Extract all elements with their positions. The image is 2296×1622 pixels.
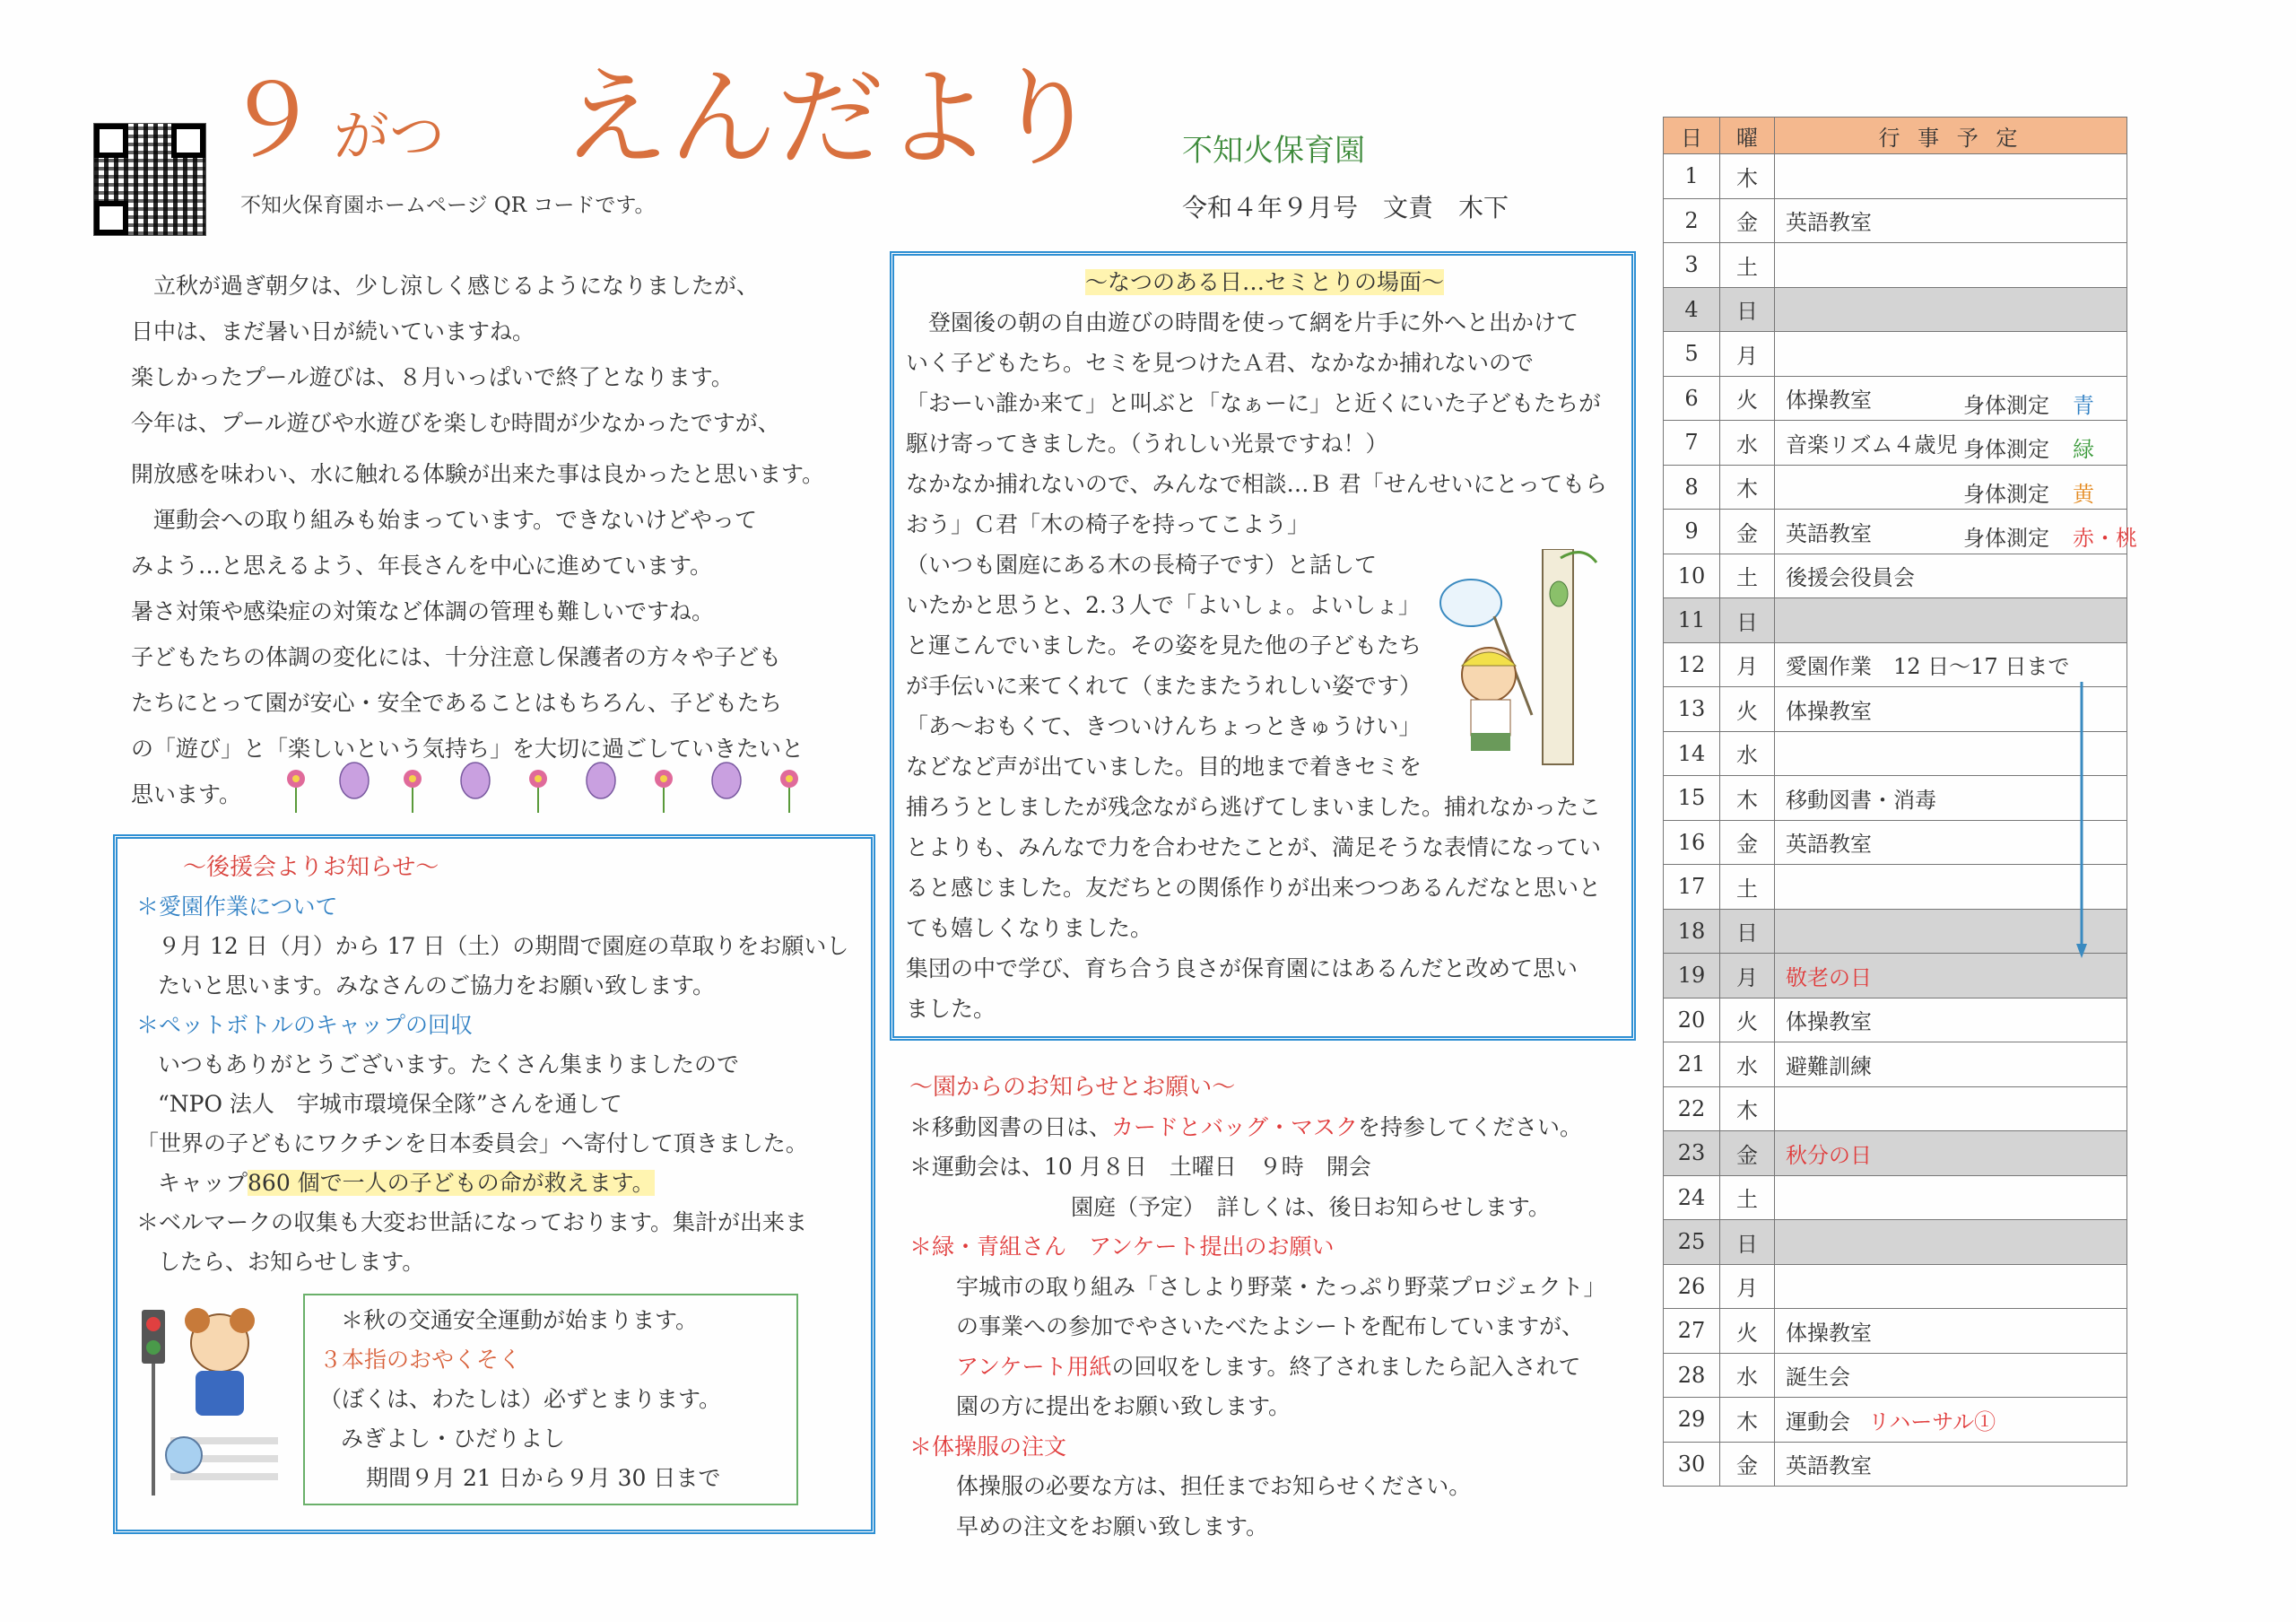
cicada-line: 集団の中で学び、育ち合う良さが保育園にはあるんだと改めて思い (906, 955, 1578, 981)
calendar-row (1664, 598, 2127, 643)
calendar-weekday: 月 (1720, 642, 1775, 687)
supporters-notice (136, 848, 863, 1282)
supporters-title: ～後援会よりお知らせ～ (183, 854, 439, 881)
calendar-row (1664, 1175, 2127, 1220)
measurement-label: 身体測定 (1963, 437, 2049, 462)
event-label: 移動図書・消毒 (1786, 787, 1936, 813)
calendar-date: 19 (1664, 954, 1720, 998)
calendar-row (1664, 731, 2127, 776)
cicada-line: ました。 (906, 996, 996, 1022)
calendar-weekday: 金 (1720, 510, 1775, 554)
qr-code-icon[interactable] (93, 123, 206, 236)
newsletter-title (222, 32, 1100, 187)
calendar-weekday: 金 (1720, 1442, 1775, 1487)
calendar-row (1664, 687, 2127, 732)
intro-line: 今年は、プール遊びや水遊びを楽しむ時間が少なかったですが、 (131, 410, 780, 436)
safety-period: 期間９月 21 日から９月 30 日まで (366, 1465, 721, 1491)
calendar-event (1775, 776, 2127, 821)
calendar-date: 16 (1664, 820, 1720, 865)
cicada-line: と運こんでいました。その姿を見た他の子どもたち (906, 632, 1422, 658)
calendar-date: 12 (1664, 642, 1720, 687)
school-name: 不知火保育園 (1182, 133, 1365, 169)
calendar-event (1775, 554, 2127, 598)
event-tag: リハーサル① (1868, 1408, 1996, 1435)
notice-library: ＊移動図書の日は、カードとバッグ・マスクを持参してください。 (909, 1113, 1583, 1140)
event-calendar (1663, 117, 2137, 1487)
calendar-event (1775, 820, 2127, 865)
safety-line: （ぼくは、わたしは）必ずとまります。 (319, 1386, 722, 1412)
measurement-label: 身体測定 (1963, 392, 2049, 418)
intro-line: 子どもたちの体調の変化には、十分注意し保護者の方々や子ども (131, 644, 782, 670)
header-events: 行 事 予 定 (1775, 118, 2127, 154)
intro-line: たちにとって園が安心・安全であることはもちろん、子どもたち (131, 690, 783, 716)
calendar-row (1664, 554, 2127, 598)
calendar-row (1664, 1042, 2127, 1087)
cap-collection-text: いつもありがとうございます。たくさん集まりましたので (158, 1051, 740, 1077)
calendar-weekday: 木 (1720, 1086, 1775, 1131)
calendar-event (1775, 598, 2127, 643)
traffic-safety-illustration (135, 1303, 287, 1500)
calendar-event (1775, 243, 2127, 288)
calendar-date: 10 (1664, 554, 1720, 598)
cicada-line: 駆け寄ってきました。（うれしい光景ですね！） (906, 431, 1388, 457)
calendar-event (1775, 332, 2127, 377)
calendar-weekday: 木 (1720, 1398, 1775, 1443)
calendar-event (1775, 1442, 2127, 1487)
calendar-weekday: 土 (1720, 1175, 1775, 1220)
calendar-event (1775, 1264, 2127, 1309)
calendar-event (1775, 731, 2127, 776)
calendar-row (1664, 1086, 2127, 1131)
calendar-row (1664, 1309, 2127, 1354)
boy-catching-cicada-illustration (1435, 549, 1605, 773)
calendar-row (1664, 1264, 2127, 1309)
calendar-row (1664, 243, 2127, 288)
calendar-date: 27 (1664, 1309, 1720, 1354)
calendar-date: 25 (1664, 1220, 1720, 1265)
notice-survey-text: 園の方に提出をお願い致します。 (956, 1393, 1292, 1419)
calendar-row (1664, 1398, 2127, 1443)
calendar-row (1664, 820, 2127, 865)
cap-collection-text: 「世界の子どもにワクチンを日本委員会」へ寄付して頂きました。 (136, 1130, 808, 1156)
title-number: ９ (222, 64, 321, 179)
garden-work-text: ９月 12 日（月）から 17 日（土）の期間で園庭の草取りをお願いし (158, 933, 849, 959)
calendar-row (1664, 465, 2127, 510)
calendar-weekday: 土 (1720, 554, 1775, 598)
calendar-weekday: 水 (1720, 731, 1775, 776)
calendar-weekday: 日 (1720, 598, 1775, 643)
calendar-event (1775, 1175, 2127, 1220)
notice-sports-day: ＊運動会は、10 月８日 土曜日 ９時 開会 (909, 1154, 1371, 1180)
calendar-date: 26 (1664, 1264, 1720, 1309)
calendar-date: 23 (1664, 1131, 1720, 1176)
event-tag: 黄 (2073, 481, 2094, 507)
calendar-weekday: 火 (1720, 998, 1775, 1042)
calendar-event (1775, 376, 2127, 421)
calendar-event (1775, 154, 2127, 199)
event-label: 後援会役員会 (1786, 565, 1915, 591)
calendar-event (1775, 421, 2127, 466)
period-arrow-icon (2076, 682, 2087, 958)
event-label: 英語教室 (1786, 210, 1872, 236)
calendar-row (1664, 287, 2127, 332)
calendar-weekday: 日 (1720, 1220, 1775, 1265)
event-tag: 緑 (2073, 437, 2094, 462)
calendar-event (1775, 954, 2127, 998)
calendar-weekday: 日 (1720, 287, 1775, 332)
calendar-event (1775, 198, 2127, 243)
calendar-header (1664, 118, 2127, 154)
calendar-row (1664, 998, 2127, 1042)
calendar-row (1664, 909, 2127, 954)
event-label: 敬老の日 (1786, 964, 1872, 990)
calendar-event (1775, 287, 2127, 332)
calendar-event (1775, 1042, 2127, 1087)
event-label: 運動会 (1786, 1408, 1850, 1435)
calendar-weekday: 金 (1720, 1131, 1775, 1176)
notice-sports-day-detail: 園庭（予定） 詳しくは、後日お知らせします。 (1071, 1193, 1551, 1220)
event-label: 英語教室 (1786, 520, 1872, 546)
calendar-date: 3 (1664, 243, 1720, 288)
calendar-row (1664, 376, 2127, 421)
event-label: 英語教室 (1786, 832, 1872, 858)
event-label: 愛園作業 12 日～17 日まで (1786, 654, 2070, 680)
calendar-date: 24 (1664, 1175, 1720, 1220)
calendar-row (1664, 1442, 2127, 1487)
calendar-event (1775, 1353, 2127, 1398)
calendar-row (1664, 954, 2127, 998)
calendar-date: 14 (1664, 731, 1720, 776)
calendar-date: 20 (1664, 998, 1720, 1042)
calendar-event (1775, 642, 2127, 687)
cap-collection-heading: ＊ペットボトルのキャップの回収 (136, 1012, 474, 1038)
cap-highlight: 860 個で一人の子どもの命が救えます。 (248, 1170, 655, 1196)
calendar-weekday: 水 (1720, 421, 1775, 466)
event-tag: 赤・桃 (2073, 526, 2137, 551)
flower-fairy-decoration (269, 752, 807, 815)
cicada-line: が手伝いに来てくれて（またまたうれしい姿です） (906, 673, 1422, 699)
calendar-weekday: 土 (1720, 243, 1775, 288)
event-label: 体操教室 (1786, 388, 1872, 414)
calendar-row (1664, 198, 2127, 243)
intro-line: 楽しかったプール遊びは、８月いっぱいで終了となります。 (131, 364, 734, 390)
calendar-row (1664, 510, 2127, 554)
event-label: 避難訓練 (1786, 1053, 1872, 1079)
event-label: 体操教室 (1786, 1009, 1872, 1035)
event-label: 体操教室 (1786, 1320, 1872, 1346)
calendar-weekday: 水 (1720, 1353, 1775, 1398)
calendar-date: 11 (1664, 598, 1720, 643)
calendar-row (1664, 1220, 2127, 1265)
calendar-date: 1 (1664, 154, 1720, 199)
safety-line: ＊秋の交通安全運動が始まります。 (341, 1307, 699, 1333)
calendar-date: 17 (1664, 865, 1720, 910)
calendar-weekday: 金 (1720, 820, 1775, 865)
calendar-row (1664, 421, 2127, 466)
calendar-weekday: 木 (1720, 465, 1775, 510)
header-day: 日 (1664, 118, 1720, 154)
notices-title: ～園からのお知らせとお願い～ (909, 1074, 1236, 1101)
calendar-weekday: 火 (1720, 376, 1775, 421)
intro-line: 思います。 (131, 781, 242, 807)
calendar-event (1775, 998, 2127, 1042)
header-weekday: 曜 (1720, 118, 1775, 154)
calendar-date: 6 (1664, 376, 1720, 421)
calendar-date: 22 (1664, 1086, 1720, 1131)
calendar-weekday: 土 (1720, 865, 1775, 910)
calendar-event (1775, 1309, 2127, 1354)
intro-line: 暑さ対策や感染症の対策など体調の管理も難しいですね。 (131, 598, 715, 624)
garden-work-heading: ＊愛園作業について (136, 894, 338, 920)
calendar-event (1775, 510, 2137, 554)
cicada-line: 捕ろうとしましたが残念ながら逃げてしまいました。捕れなかったこ (906, 794, 1602, 820)
notice-uniform-text: 体操服の必要な方は、担任までお知らせください。 (956, 1473, 1472, 1499)
calendar-weekday: 金 (1720, 198, 1775, 243)
event-label: 体操教室 (1786, 698, 1872, 724)
cicada-line: （いつも園庭にある木の長椅子です）と話して (906, 552, 1378, 578)
intro-line: みよう…と思えるよう、年長さんを中心に進めています。 (131, 553, 713, 579)
calendar-weekday: 月 (1720, 954, 1775, 998)
title-main: えんだより (561, 57, 1100, 181)
calendar-weekday: 火 (1720, 687, 1775, 732)
cap-collection-highlight (136, 1164, 863, 1203)
calendar-row (1664, 154, 2127, 199)
calendar-row (1664, 1131, 2127, 1176)
cicada-line: いく子どもたち。セミを見つけたＡ君、なかなか捕れないので (906, 350, 1535, 376)
qr-caption: 不知火保育園ホームページ QR コードです。 (240, 194, 656, 217)
notice-survey-text: の事業への参加でやさいたべたよシートを配布していますが、 (956, 1313, 1585, 1339)
nursery-notices (909, 1068, 1606, 1547)
calendar-date: 30 (1664, 1442, 1720, 1487)
intro-text (131, 263, 866, 817)
calendar-row (1664, 776, 2127, 821)
intro-line: 運動会への取り組みも始まっています。できないけどやって (131, 507, 758, 533)
calendar-date: 7 (1664, 421, 1720, 466)
intro-line: 立秋が過ぎ朝夕は、少し涼しく感じるようになりましたが、 (131, 273, 760, 299)
calendar-weekday: 月 (1720, 1264, 1775, 1309)
calendar-date: 2 (1664, 198, 1720, 243)
traffic-safety-text (319, 1301, 721, 1498)
bellmark-text: ＊ベルマークの収集も大変お世話になっております。集計が出来ま (136, 1209, 808, 1235)
calendar-date: 13 (1664, 687, 1720, 732)
calendar-event (1775, 1398, 2127, 1443)
calendar-date: 4 (1664, 287, 1720, 332)
cicada-line: なかなか捕れないので、みんなで相談…Ｂ 君「せんせいにとってもら (906, 471, 1607, 497)
cicada-line: 「あ～おもくて、きついけんちょっときゅうけい」 (906, 713, 1422, 739)
cap-text: キャップ (158, 1170, 248, 1196)
safety-line: みぎよし・ひだりよし (341, 1426, 566, 1452)
notice-uniform-text: 早めの注文をお願い致します。 (956, 1513, 1269, 1539)
event-label: 音楽リズム４歳児 (1786, 432, 1958, 458)
cicada-line: 登園後の朝の自由遊びの時間を使って網を片手に外へと出かけて (906, 310, 1579, 336)
calendar-weekday: 火 (1720, 1309, 1775, 1354)
cicada-line: おう」Ｃ君「木の椅子を持ってこよう」 (906, 511, 1310, 537)
calendar-date: 18 (1664, 909, 1720, 954)
intro-line: 開放感を味わい、水に触れる体験が出来た事は良かったと思います。 (131, 461, 825, 487)
calendar-date: 5 (1664, 332, 1720, 377)
safety-rule: ３本指のおやくそく (319, 1347, 522, 1373)
calendar-event (1775, 1086, 2127, 1131)
notice-survey-text: 宇城市の取り組み「さしより野菜・たっぷり野菜プロジェクト」 (956, 1273, 1606, 1300)
measurement-label: 身体測定 (1963, 526, 2049, 551)
calendar-weekday: 日 (1720, 909, 1775, 954)
calendar-event (1775, 687, 2127, 732)
cicada-line: ても嬉しくなりました。 (906, 915, 1153, 941)
garden-work-text: たいと思います。みなさんのご協力をお願い致します。 (158, 972, 716, 998)
calendar-date: 15 (1664, 776, 1720, 821)
calendar-date: 8 (1664, 465, 1720, 510)
cicada-line: 「おーい誰か来て」と叫ぶと「なぁーに」と近くにいた子どもたちが (906, 390, 1602, 416)
calendar-event (1775, 1131, 2127, 1176)
notice-survey-text: アンケート用紙の回収をします。終了されましたら記入されて (956, 1353, 1581, 1380)
notice-uniform-heading: ＊体操服の注文 (909, 1433, 1067, 1460)
notice-survey-heading: ＊緑・青組さん アンケート提出のお願い (909, 1234, 1335, 1260)
calendar-date: 28 (1664, 1353, 1720, 1398)
calendar-event (1775, 465, 2127, 510)
calendar-weekday: 水 (1720, 1042, 1775, 1087)
calendar-event (1775, 1220, 2127, 1265)
event-label: 秋分の日 (1786, 1142, 1872, 1168)
event-label: 英語教室 (1786, 1453, 1872, 1479)
calendar-row (1664, 642, 2127, 687)
calendar-event (1775, 865, 2127, 910)
calendar-date: 21 (1664, 1042, 1720, 1087)
calendar-date: 9 (1664, 510, 1720, 554)
title-month-label: がつ (334, 103, 446, 169)
calendar-event (1775, 909, 2127, 954)
event-label: 誕生会 (1786, 1365, 1850, 1391)
issue-info: 令和４年９月号 文責 木下 (1182, 193, 1509, 222)
calendar-weekday: 木 (1720, 154, 1775, 199)
cicada-line: などなど声が出ていました。目的地まで着きセミを (906, 754, 1422, 780)
calendar-date: 29 (1664, 1398, 1720, 1443)
bellmark-text: したら、お知らせします。 (158, 1249, 425, 1275)
cicada-line: いたかと思うと、2.３人で「よいしょ。よいしょ」 (906, 592, 1421, 618)
calendar-row (1664, 1353, 2127, 1398)
calendar-weekday: 木 (1720, 776, 1775, 821)
cicada-line: ると感じました。友だちとの関係作りが出来つつあるんだなと思いと (906, 875, 1602, 901)
measurement-label: 身体測定 (1963, 481, 2049, 507)
cicada-title: ～なつのある日…セミとりの場面～ (1084, 269, 1444, 295)
calendar-weekday: 月 (1720, 332, 1775, 377)
intro-line: の「遊び」と「楽しいという気持ち」を大切に過ごしていきたいと (131, 736, 804, 762)
cicada-line: とよりも、みんなで力を合わせたことが、満足そうな表情になってい (906, 834, 1602, 860)
cap-collection-text: “NPO 法人 宇城市環境保全隊”さんを通して (158, 1091, 622, 1117)
intro-line: 日中は、まだ暑い日が続いていますね。 (131, 318, 535, 344)
calendar-row (1664, 865, 2127, 910)
event-tag: 青 (2073, 392, 2094, 418)
calendar-row (1664, 332, 2127, 377)
